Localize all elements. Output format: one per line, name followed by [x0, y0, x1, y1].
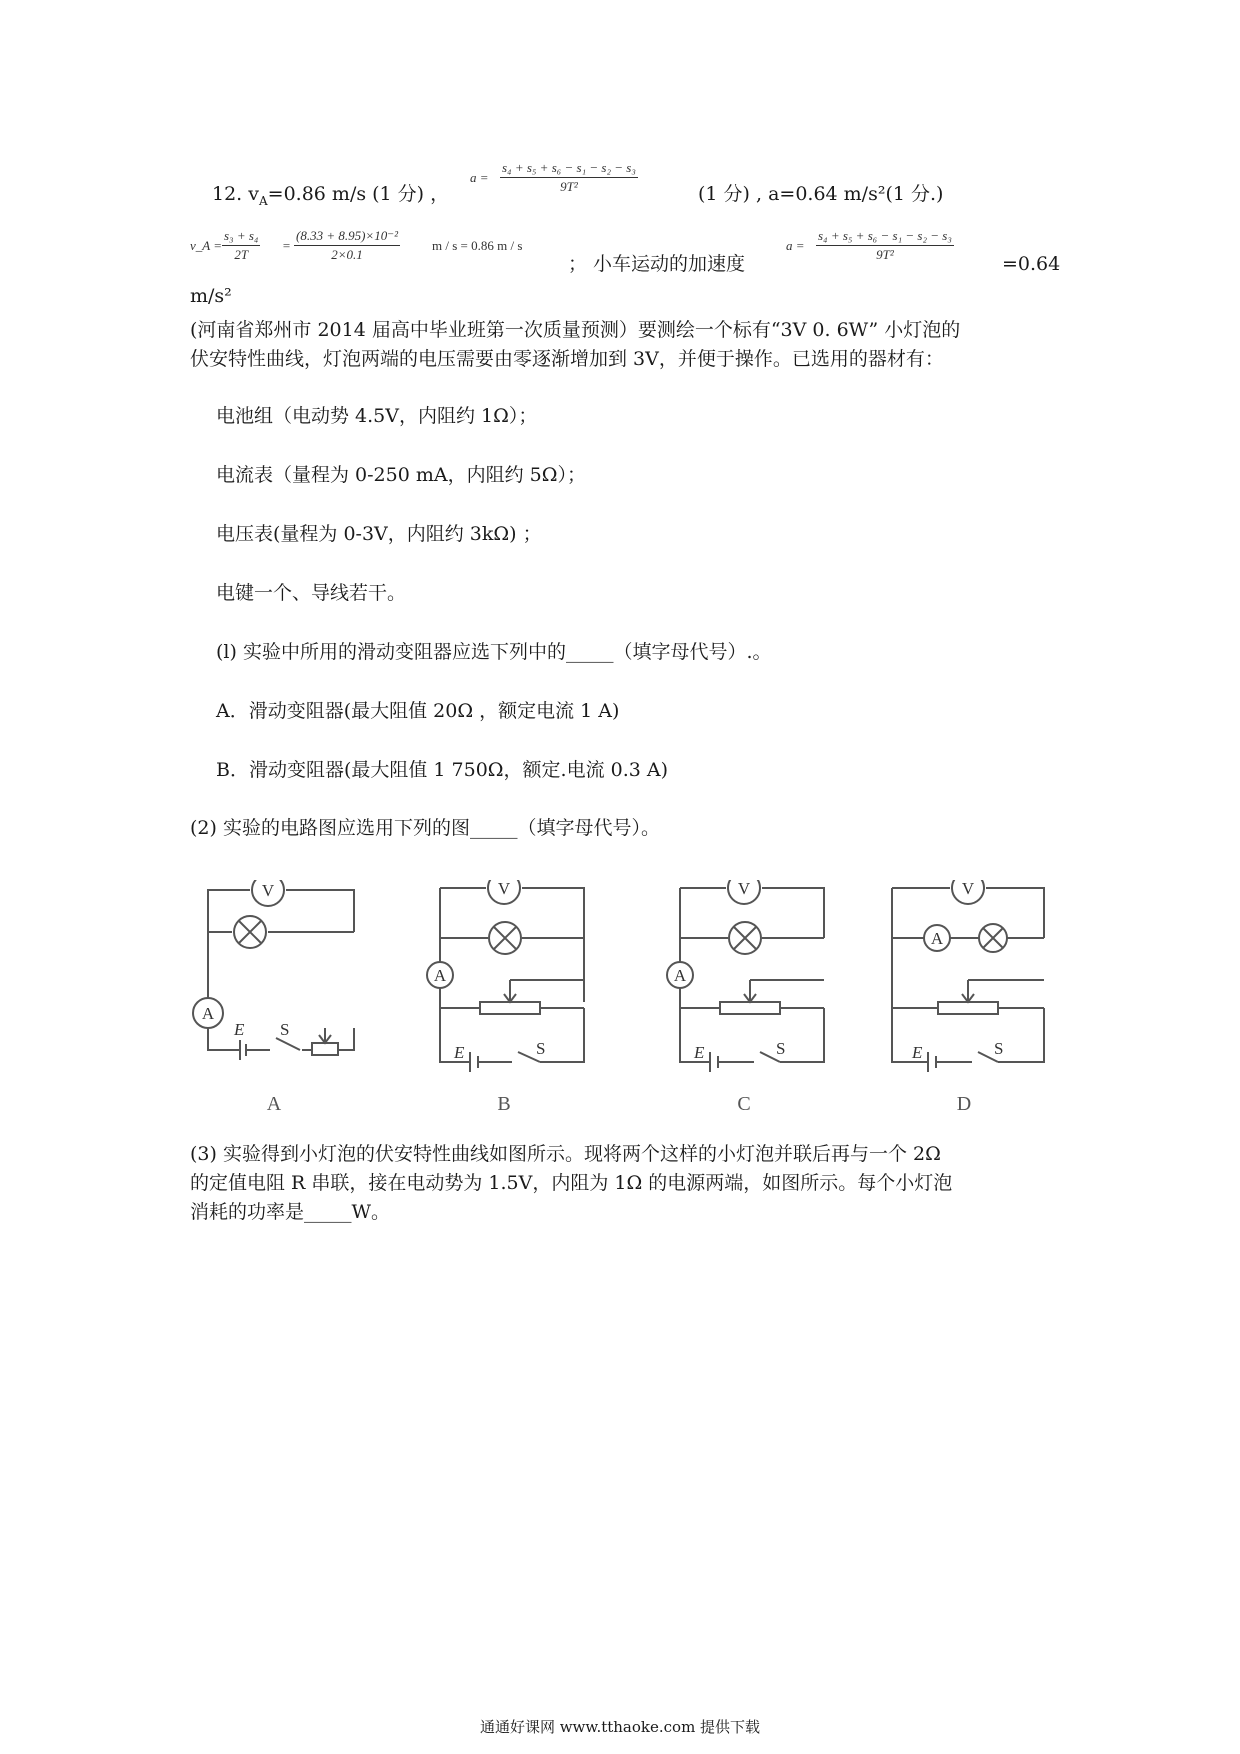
ammeter-label: A	[433, 966, 447, 985]
answer-v-value: =0.86 m/s (1 分) ，	[267, 183, 450, 205]
formula-v-equals: =	[282, 238, 291, 253]
source-label: E	[234, 1020, 245, 1039]
question-2: (2) 实验的电路图应选用下列的图_____（填字母代号）。	[190, 817, 660, 839]
formula-a-denominator: 9T²	[560, 179, 578, 194]
circuit-diagram-d	[878, 880, 1058, 1080]
switch-label: S	[776, 1039, 786, 1058]
answer-accel-text: ； 小车运动的加速度	[568, 253, 746, 275]
question-3-line-1: (3) 实验得到小灯泡的伏安特性曲线如图所示。现将两个这样的小灯泡并联后再与一个 2Ω	[190, 1143, 941, 1165]
option-b: B．滑动变阻器(最大阻值 1 750Ω，额定.电流 0.3 A)	[216, 759, 669, 781]
formula-v-denominator-2: 2×0.1	[331, 247, 363, 262]
source-label: E	[912, 1043, 923, 1062]
circuit-label-c: C	[737, 1093, 751, 1115]
formula-a-fraction	[500, 160, 638, 195]
circuit-label-a: A	[266, 1093, 282, 1115]
formula-v-fraction-1	[222, 228, 260, 263]
voltmeter-label: V	[497, 880, 511, 898]
source-label: E	[454, 1043, 465, 1062]
formula-v-lhs: v_A =	[190, 238, 222, 253]
answer-line-1	[212, 182, 449, 213]
equipment-voltmeter: 电压表(量程为 0-3V，内阻约 3kΩ) ；	[216, 523, 542, 545]
circuit-label-d: D	[956, 1093, 972, 1115]
voltmeter-label: V	[737, 880, 751, 898]
question-3-line-2: 的定值电阻 R 串联，接在电动势为 1.5V，内阻为 1Ω 的电源两端，如图所示。每个小灯泡	[190, 1172, 953, 1194]
formula-v-fraction-2	[294, 228, 400, 263]
switch-label: S	[280, 1020, 290, 1039]
equipment-ammeter: 电流表（量程为 0-250 mA，内阻约 5Ω）；	[216, 464, 586, 486]
source-label: E	[694, 1043, 705, 1062]
question-intro-1: (河南省郑州市 2014 届高中毕业班第一次质量预测）要测绘一个标有“3V 0. 6W” 小灯泡的	[190, 319, 961, 341]
question-3-line-3: 消耗的功率是_____W。	[190, 1201, 391, 1223]
voltmeter-label: V	[261, 881, 275, 900]
formula-v-tail: m / s = 0.86 m / s	[432, 238, 523, 253]
ammeter-label: A	[930, 929, 944, 948]
answer-accel-unit: m/s²	[190, 285, 232, 307]
equipment-switch-wires: 电键一个、导线若干。	[216, 582, 407, 604]
option-a: A．滑动变阻器(最大阻值 20Ω ，额定电流 1 A)	[216, 700, 620, 722]
switch-label: S	[994, 1039, 1004, 1058]
circuit-diagram-c	[660, 880, 840, 1080]
switch-label: S	[536, 1039, 546, 1058]
circuit-label-b: B	[497, 1093, 511, 1115]
circuit-diagram-b	[420, 880, 600, 1080]
formula-v-numerator-1: s₃ + s₄	[222, 228, 260, 246]
ammeter-label: A	[673, 966, 687, 985]
formula-a-lhs: a =	[470, 170, 489, 185]
formula-a2-denominator: 9T²	[876, 247, 894, 262]
formula-a2-fraction	[816, 228, 954, 263]
formula-v-denominator-1: 2T	[234, 247, 249, 262]
circuit-diagram-a	[188, 880, 368, 1080]
voltmeter-label: V	[961, 880, 975, 898]
page-footer: 通通好课网 www.tthaoke.com 提供下载	[479, 1718, 761, 1736]
formula-a2-numerator: s₄ + s₅ + s₆ − s₁ − s₂ − s₃	[816, 228, 954, 246]
formula-a-numerator: s₄ + s₅ + s₆ − s₁ − s₂ − s₃	[500, 160, 638, 178]
equipment-battery: 电池组（电动势 4.5V，内阻约 1Ω）；	[216, 405, 538, 427]
formula-v-numerator-2: (8.33 + 8.95)×10⁻²	[294, 228, 400, 246]
answer-a-score: (1 分) , a=0.64 m/s²(1 分.)	[698, 183, 944, 205]
question-intro-2: 伏安特性曲线，灯泡两端的电压需要由零逐渐增加到 3V，并便于操作。已选用的器材有：	[190, 348, 944, 370]
question-1: (l) 实验中所用的滑动变阻器应选下列中的_____（填字母代号）.。	[216, 641, 772, 663]
answer-accel-value: =0.64	[1002, 253, 1061, 275]
answer-v-sub: A	[259, 193, 268, 208]
answer-v-label: 12. v	[212, 183, 259, 205]
ammeter-label: A	[201, 1004, 215, 1023]
formula-a2-lhs: a =	[786, 238, 805, 253]
